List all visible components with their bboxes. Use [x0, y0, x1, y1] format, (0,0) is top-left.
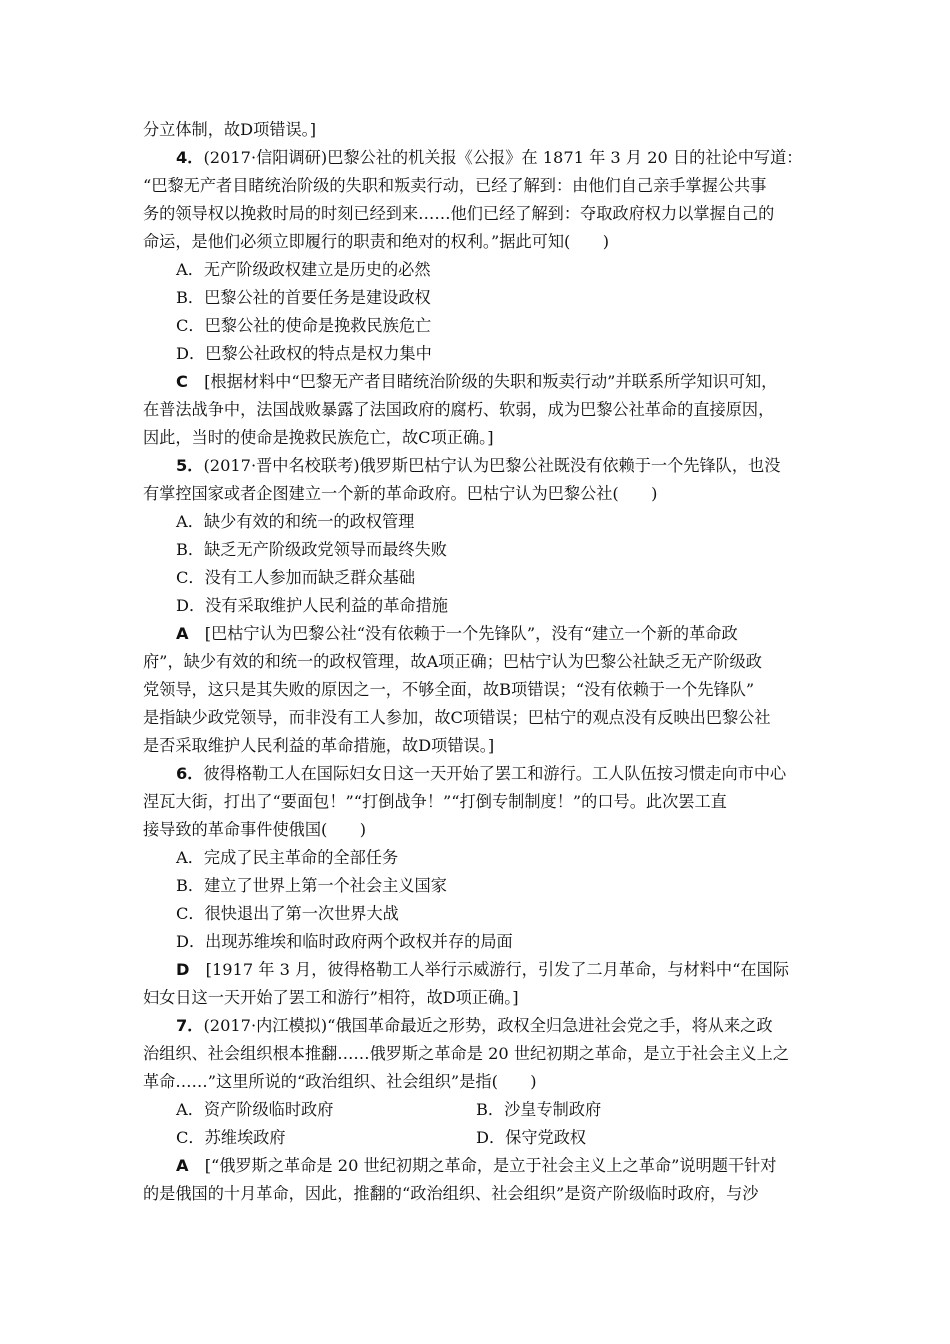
- line-text: D．出现苏维埃和临时政府两个政权并存的局面: [176, 932, 513, 951]
- text-line: [143, 704, 808, 732]
- question-number: 5．: [176, 456, 204, 475]
- line-text: 在普法战争中，法国战败暴露了法国政府的腐朽、软弱，成为巴黎公社革命的直接原因，: [143, 400, 775, 419]
- line-text: 府”，缺少有效的和统一的政权管理，故A项正确；巴枯宁认为巴黎公社缺乏无产阶级政: [143, 652, 762, 671]
- line-text: 是否采取维护人民利益的革命措施，故D项错误。]: [143, 736, 495, 755]
- answer-option-row: [143, 1096, 808, 1124]
- line-text: 是指缺少政党领导，而非没有工人参加，故C项错误；巴枯宁的观点没有反映出巴黎公社: [143, 708, 771, 727]
- line-text: 党领导，这只是其失败的原因之一，不够全面，故B项错误；“没有依赖于一个先锋队”: [143, 680, 755, 699]
- line-text: [“俄罗斯之革命是 20 世纪初期之革命，是立于社会主义上之革命”说明题干针对: [188, 1156, 777, 1175]
- text-line: [143, 1180, 808, 1208]
- line-text: D．没有采取维护人民利益的革命措施: [176, 596, 448, 615]
- text-line: [143, 732, 808, 760]
- answer-option: [143, 508, 808, 536]
- text-line: [143, 984, 808, 1012]
- answer-option: [143, 536, 808, 564]
- text-line: [143, 116, 808, 144]
- line-text: 分立体制，故D项错误。]: [143, 120, 317, 139]
- line-text: C．巴黎公社的使命是挽救民族危亡: [176, 316, 432, 335]
- text-line: [143, 676, 808, 704]
- line-text: A．无产阶级政权建立是历史的必然: [176, 260, 431, 279]
- question-stem: [143, 760, 808, 788]
- line-text: 涅瓦大街，打出了“要面包！”“打倒战争！”“打倒专制制度！”的口号。此次罢工直: [143, 792, 727, 811]
- line-text: “巴黎无产者目睹统治阶级的失职和叛卖行动，已经了解到：由他们自己亲手掌握公共事: [143, 176, 767, 195]
- line-text: [巴枯宁认为巴黎公社“没有依赖于一个先锋队”，没有“建立一个新的革命政: [188, 624, 738, 643]
- answer-option: [143, 928, 808, 956]
- text-line: [143, 648, 808, 676]
- line-text: 务的领导权以挽救时局的时刻已经到来……他们已经了解到：夺取政府权力以掌握自己的: [143, 204, 775, 223]
- text-line: [143, 1040, 808, 1068]
- answer-option: A．资产阶级临时政府: [176, 1100, 334, 1119]
- text-line: [143, 816, 808, 844]
- question-number: 6．: [176, 764, 204, 783]
- line-text: 因此，当时的使命是挽救民族危亡，故C项正确。]: [143, 428, 494, 447]
- line-text: 的是俄国的十月革命，因此，推翻的“政治组织、社会组织”是资产阶级临时政府，与沙: [143, 1184, 759, 1203]
- answer-option: D．保守党政权: [476, 1128, 587, 1147]
- line-text: D．巴黎公社政权的特点是权力集中: [176, 344, 432, 363]
- question-stem: [143, 1012, 808, 1040]
- answer-option: [143, 900, 808, 928]
- question-stem: [143, 144, 808, 172]
- line-text: (2017·信阳调研)巴黎公社的机关报《公报》在 1871 年 3 月 20 日的社论中写道：: [203, 148, 803, 167]
- line-text: B．巴黎公社的首要任务是建设政权: [176, 288, 431, 307]
- answer-explanation: [143, 1152, 808, 1180]
- line-text: 命运，是他们必须立即履行的职责和绝对的权利。”据此可知( ): [143, 232, 610, 251]
- text-line: [143, 1068, 808, 1096]
- line-text: (2017·晋中名校联考)俄罗斯巴枯宁认为巴黎公社既没有依赖于一个先锋队，也没: [203, 456, 781, 475]
- answer-option: [143, 340, 808, 368]
- question-stem: [143, 452, 808, 480]
- document-body: [143, 116, 808, 1208]
- answer-option: C．苏维埃政府: [176, 1128, 286, 1147]
- answer-option: [143, 872, 808, 900]
- text-line: [143, 200, 808, 228]
- line-text: C．很快退出了第一次世界大战: [176, 904, 399, 923]
- answer-option: [143, 564, 808, 592]
- line-text: 有掌控国家或者企图建立一个新的革命政府。巴枯宁认为巴黎公社( ): [143, 484, 658, 503]
- answer-explanation: [143, 368, 808, 396]
- line-text: C．没有工人参加而缺乏群众基础: [176, 568, 416, 587]
- text-line: [143, 424, 808, 452]
- answer-option: [143, 256, 808, 284]
- line-text: B．建立了世界上第一个社会主义国家: [176, 876, 447, 895]
- line-text: [根据材料中“巴黎无产者目睹统治阶级的失职和叛卖行动”并联系所学知识可知，: [187, 372, 778, 391]
- line-text: [1917 年 3 月，彼得格勒工人举行示威游行，引发了二月革命，与材料中“在国际: [189, 960, 789, 979]
- answer-option: B．沙皇专制政府: [476, 1100, 602, 1119]
- answer-letter: D: [176, 960, 190, 979]
- answer-letter: A: [176, 624, 189, 643]
- answer-explanation: [143, 956, 808, 984]
- line-text: 革命……”这里所说的“政治组织、社会组织”是指( ): [143, 1072, 537, 1091]
- line-text: 彼得格勒工人在国际妇女日这一天开始了罢工和游行。工人队伍按习惯走向市中心: [203, 764, 787, 783]
- line-text: 妇女日这一天开始了罢工和游行”相符，故D项正确。]: [143, 988, 519, 1007]
- answer-option: [143, 312, 808, 340]
- text-line: [143, 396, 808, 424]
- line-text: 接导致的革命事件使俄国( ): [143, 820, 367, 839]
- answer-option: [143, 592, 808, 620]
- question-number: 7．: [176, 1016, 204, 1035]
- text-line: [143, 480, 808, 508]
- line-text: 治组织、社会组织根本推翻……俄罗斯之革命是 20 世纪初期之革命，是立于社会主义上之: [143, 1044, 790, 1063]
- answer-letter: A: [176, 1156, 189, 1175]
- text-line: [143, 172, 808, 200]
- answer-letter: C: [176, 372, 188, 391]
- line-text: B．缺乏无产阶级政党领导而最终失败: [176, 540, 447, 559]
- text-line: [143, 228, 808, 256]
- line-text: A．缺少有效的和统一的政权管理: [176, 512, 415, 531]
- answer-explanation: [143, 620, 808, 648]
- answer-option: [143, 284, 808, 312]
- line-text: A．完成了民主革命的全部任务: [176, 848, 399, 867]
- question-number: 4．: [176, 148, 204, 167]
- text-line: [143, 788, 808, 816]
- line-text: (2017·内江模拟)“俄国革命最近之形势，政权全归急进社会党之手，将从来之政: [203, 1016, 773, 1035]
- answer-option: [143, 844, 808, 872]
- answer-option-row: [143, 1124, 808, 1152]
